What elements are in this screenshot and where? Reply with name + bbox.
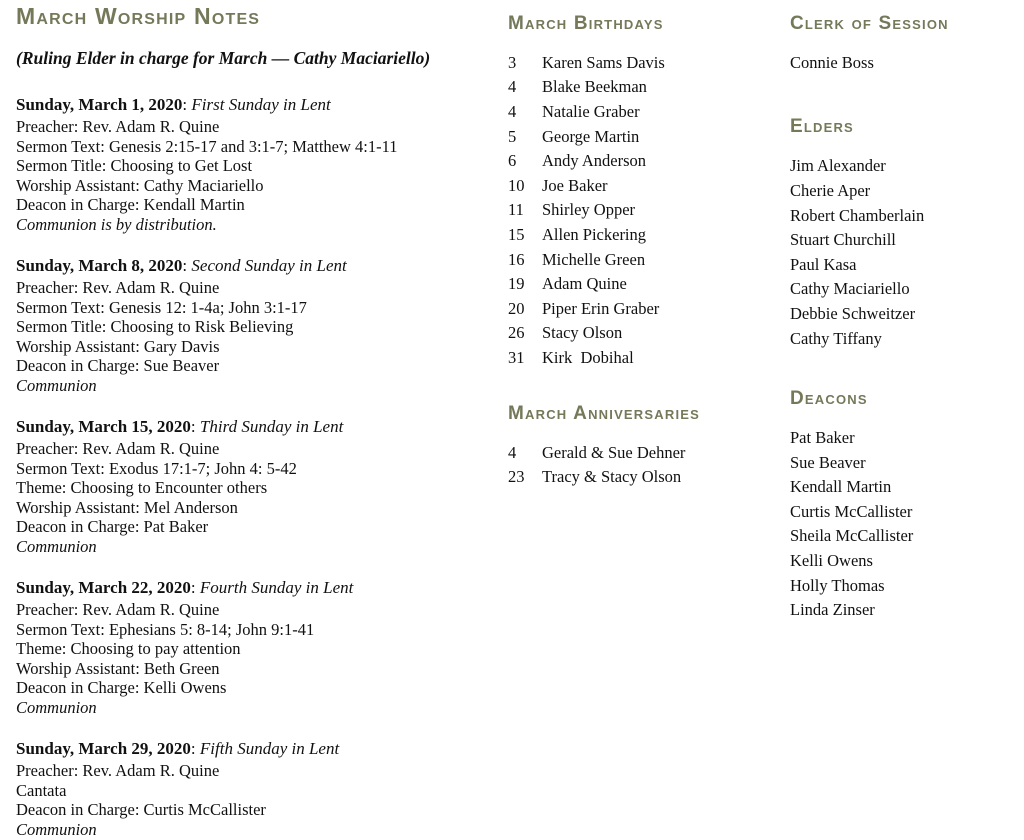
birthday-row: [508, 223, 788, 248]
birthday-day: 5: [508, 126, 517, 146]
birthdays-list: [508, 51, 788, 371]
service-heading: [16, 416, 502, 437]
birthday-name: Stacy Olson: [542, 323, 623, 343]
person-name: Stuart Churchill: [790, 230, 896, 250]
service-detail-line: Cantata: [16, 780, 67, 800]
birthday-name: Natalie Graber: [542, 102, 640, 122]
birthday-day: 10: [508, 175, 525, 195]
service-detail-line: Sermon Text: Exodus 17:1-7; John 4: 5-42: [16, 458, 297, 478]
birthday-name: Michelle Green: [542, 249, 646, 269]
birthday-row: [508, 198, 788, 223]
birthday-name: Joe Baker: [542, 175, 608, 195]
service-detail-line: Sermon Text: Genesis 12: 1-4a; John 3:1-17: [16, 297, 307, 317]
service-date-separator: :: [190, 578, 200, 598]
service-heading: [16, 738, 502, 759]
service-detail-lines: [16, 761, 502, 820]
service-detail-line: Preacher: Rev. Adam R. Quine: [16, 278, 220, 298]
service-detail-line: Deacon in Charge: Curtis McCallister: [16, 800, 266, 820]
person-name: Pat Baker: [790, 428, 855, 448]
service-date-separator: :: [182, 256, 192, 276]
anniversary-day: 23: [508, 467, 525, 487]
birthday-day: 31: [508, 348, 525, 368]
birthday-day: 16: [508, 249, 525, 269]
service-block: [16, 416, 502, 556]
service-heading: [16, 255, 502, 276]
service-date: Sunday, March 29, 2020: [16, 739, 191, 759]
officers-column: [790, 14, 1018, 623]
service-block: [16, 738, 502, 839]
birthday-row: [508, 346, 788, 371]
service-heading: [16, 577, 502, 598]
person-name: Sue Beaver: [790, 452, 866, 472]
anniversaries-title: March Anniversaries: [508, 402, 700, 424]
clerk-section: [790, 14, 1018, 75]
services-list: [16, 94, 502, 839]
person-name: Kendall Martin: [790, 477, 892, 497]
service-sunday-name: Fourth Sunday in Lent: [199, 578, 354, 598]
birthday-day: 6: [508, 151, 517, 171]
service-date: Sunday, March 8, 2020: [16, 256, 183, 276]
birthday-day: 19: [508, 274, 525, 294]
service-date-separator: :: [182, 95, 192, 115]
birthday-row: [508, 174, 788, 199]
service-detail-line: Worship Assistant: Gary Davis: [16, 336, 220, 356]
birthday-row: [508, 272, 788, 297]
birthday-name: Adam Quine: [542, 274, 627, 294]
person-name: Curtis McCallister: [790, 501, 913, 521]
elders-section: [790, 117, 1018, 351]
clerk-title: Clerk of Session: [790, 13, 949, 34]
anniversary-name: Gerald & Sue Dehner: [542, 442, 686, 462]
service-detail-line: Sermon Title: Choosing to Get Lost: [16, 156, 253, 176]
anniversaries-section: [508, 404, 788, 490]
anniversary-row: [508, 441, 788, 466]
birthday-row: [508, 51, 788, 76]
service-detail-line: Sermon Title: Choosing to Risk Believing: [16, 317, 294, 337]
elders-title: Elders: [790, 116, 854, 138]
birthday-name: Allen Pickering: [542, 225, 647, 245]
service-detail-line: Sermon Text: Ephesians 5: 8-14; John 9:1-41: [16, 619, 315, 639]
communion-note: Communion: [16, 819, 97, 839]
service-detail-line: Worship Assistant: Cathy Maciariello: [16, 175, 264, 195]
service-detail-line: Deacon in Charge: Sue Beaver: [16, 356, 220, 376]
service-date: Sunday, March 15, 2020: [16, 417, 191, 437]
middle-column: [508, 14, 788, 490]
service-detail-line: Deacon in Charge: Kendall Martin: [16, 195, 245, 215]
service-sunday-name: Second Sunday in Lent: [191, 256, 347, 276]
service-detail-line: Preacher: Rev. Adam R. Quine: [16, 117, 220, 137]
service-detail-line: Worship Assistant: Mel Anderson: [16, 497, 238, 517]
anniversary-name: Tracy & Stacy Olson: [542, 467, 682, 487]
service-block: [16, 94, 502, 234]
birthday-row: [508, 321, 788, 346]
birthday-name: George Martin: [542, 126, 640, 146]
deacons-title: Deacons: [790, 388, 868, 410]
birthday-name: Blake Beekman: [542, 77, 647, 97]
service-block: [16, 577, 502, 717]
birthday-name: Piper Erin Graber: [542, 298, 660, 318]
ruling-elder-note: (Ruling Elder in charge for March — Cathy Maciariello): [16, 48, 431, 69]
service-date: Sunday, March 22, 2020: [16, 578, 191, 598]
birthday-day: 15: [508, 225, 525, 245]
communion-note: Communion: [16, 375, 97, 395]
birthday-day: 20: [508, 298, 525, 318]
birthday-name: Karen Sams Davis: [542, 52, 665, 72]
anniversary-row: [508, 465, 788, 490]
communion-note: Communion: [16, 536, 97, 556]
service-detail-line: Theme: Choosing to Encounter others: [16, 478, 268, 498]
birthday-name: Andy Anderson: [542, 151, 647, 171]
service-date-separator: :: [190, 417, 200, 437]
person-name: Connie Boss: [790, 52, 874, 72]
birthday-row: [508, 297, 788, 322]
service-date: Sunday, March 1, 2020: [16, 95, 183, 115]
elders-names: [790, 154, 1018, 351]
birthday-day: 11: [508, 200, 524, 220]
birthday-day: 4: [508, 102, 517, 122]
person-name: Debbie Schweitzer: [790, 303, 916, 323]
deacons-section: [790, 389, 1018, 623]
birthday-row: [508, 248, 788, 273]
service-date-separator: :: [190, 739, 200, 759]
service-heading: [16, 94, 502, 115]
person-name: Jim Alexander: [790, 156, 886, 176]
person-name: Sheila McCallister: [790, 526, 914, 546]
person-name: Holly Thomas: [790, 575, 885, 595]
birthday-row: [508, 125, 788, 150]
person-name: Robert Chamberlain: [790, 205, 925, 225]
service-block: [16, 255, 502, 395]
communion-note: Communion is by distribution.: [16, 214, 217, 234]
anniversaries-list: [508, 441, 788, 490]
service-detail-line: Deacon in Charge: Kelli Owens: [16, 678, 227, 698]
birthday-row: [508, 100, 788, 125]
worship-notes-title: March Worship Notes: [16, 3, 261, 29]
birthday-day: 3: [508, 52, 517, 72]
person-name: Cathy Tiffany: [790, 328, 882, 348]
service-detail-line: Worship Assistant: Beth Green: [16, 658, 220, 678]
service-detail-line: Preacher: Rev. Adam R. Quine: [16, 600, 220, 620]
service-detail-line: Theme: Choosing to pay attention: [16, 639, 241, 659]
service-detail-lines: [16, 117, 502, 215]
birthday-name: Shirley Opper: [542, 200, 636, 220]
deacons-names: [790, 426, 1018, 623]
service-detail-line: Preacher: Rev. Adam R. Quine: [16, 761, 220, 781]
service-detail-lines: [16, 600, 502, 698]
person-name: Cathy Maciariello: [790, 279, 910, 299]
birthdays-section: [508, 14, 788, 371]
person-name: Paul Kasa: [790, 254, 857, 274]
service-detail-line: Preacher: Rev. Adam R. Quine: [16, 439, 220, 459]
birthdays-title: March Birthdays: [508, 13, 664, 34]
person-name: Cherie Aper: [790, 180, 871, 200]
anniversary-day: 4: [508, 442, 517, 462]
clerk-names: [790, 51, 1018, 76]
service-detail-line: Deacon in Charge: Pat Baker: [16, 517, 209, 537]
service-detail-line: Sermon Text: Genesis 2:15-17 and 3:1-7; Matthew 4:1-11: [16, 136, 398, 156]
birthday-name: Kirk Dobihal: [542, 348, 634, 368]
birthday-day: 26: [508, 323, 525, 343]
service-detail-lines: [16, 278, 502, 376]
birthday-row: [508, 149, 788, 174]
birthday-row: [508, 75, 788, 100]
service-sunday-name: Fifth Sunday in Lent: [199, 739, 340, 759]
service-sunday-name: Third Sunday in Lent: [199, 417, 344, 437]
service-detail-lines: [16, 439, 502, 537]
communion-note: Communion: [16, 697, 97, 717]
birthday-day: 4: [508, 77, 517, 97]
service-sunday-name: First Sunday in Lent: [191, 95, 331, 115]
person-name: Linda Zinser: [790, 600, 875, 620]
person-name: Kelli Owens: [790, 550, 873, 570]
worship-notes-section: [16, 4, 502, 840]
